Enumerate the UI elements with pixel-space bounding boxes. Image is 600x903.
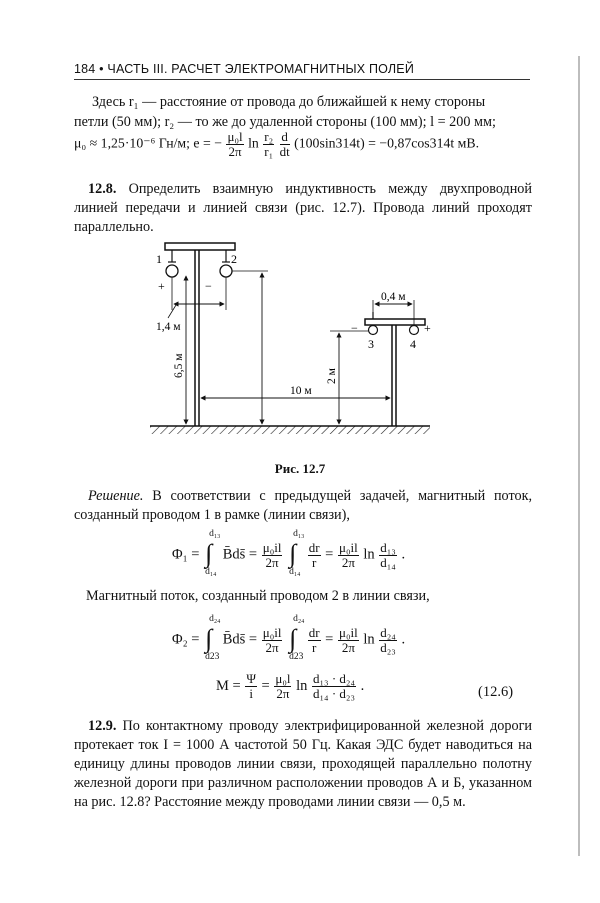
label-dist-14: 1,4 м <box>156 321 181 333</box>
running-title: ЧАСТЬ III. РАСЧЕТ ЭЛЕКТРОМАГНИТНЫХ ПОЛЕЙ <box>107 62 415 76</box>
phi1-frac4: $\frac{\text{d₁₃}}{\text{d₁₄}}$ <box>380 539 396 570</box>
phi1-frac1: $\frac{\text{μ₀il}}{2\pi}$ <box>262 539 282 570</box>
wire-3-circle <box>369 326 378 335</box>
solution-text-2: Магнитный поток, созданный проводом 2 в линии связи, <box>86 588 430 604</box>
left-crossarm <box>165 243 235 250</box>
m-end: . <box>360 677 365 694</box>
problem-12-9 <box>74 717 532 812</box>
label-minus-left: − <box>205 279 212 293</box>
label-wire-1: 1 <box>156 252 162 266</box>
label-wire-4: 4 <box>410 337 416 351</box>
problem-text: По контактному проводу электрифицированной железной дороги протекает ток I = 1000 А частотой 50 Гц. Какая ЭДС будет наводиться на единицу длины проводов линии связи, проходящей параллельно полотну железной дороги при различном расположении проводов А и Б, указанном на рис. 12.8? Расстояние между проводами линии связи — 0,5 м. <box>74 718 532 810</box>
m-frac3: $\frac{\text{d₁₃ · d₂₄}}{\text{d₁₄ · d₂₃}}$ <box>313 671 355 701</box>
figure-caption: Рис. 12.7 <box>274 461 326 476</box>
phi2-frac1: $\frac{\text{μ₀il}}{2\pi}$ <box>262 624 282 655</box>
phi1-integrand: B̄ds̄ = <box>222 546 258 563</box>
label-span-10: 10 м <box>290 385 312 397</box>
m-frac2: $\frac{\text{μ₀l}}{2\pi}$ <box>275 671 291 701</box>
integral-sign: d₁₃ ∫ d₁₄ <box>205 529 221 577</box>
m-lhs: M = <box>216 677 241 694</box>
phi2-frac3: $\frac{\text{μ₀il}}{2\pi}$ <box>338 624 358 655</box>
phi1-lhs: Φ₁ = <box>172 546 200 563</box>
integral-sign: d₂₄ ∫ d23 <box>205 614 221 662</box>
label-wire-2: 2 <box>231 252 237 266</box>
problem-text: Определить взаимную индуктивность между двухпроводной линией передачи и линией связи (рис. 12.7). Провода линий проходят параллельно. <box>74 181 532 235</box>
right-crossarm <box>365 319 425 325</box>
label-minus-right: − <box>351 321 358 335</box>
intro-line-1: Здесь r₁ — расстояние от провода до ближайшей к нему стороны <box>92 94 486 110</box>
m-eq: = <box>261 677 270 694</box>
eq-frac-r2r1: $\frac{\text{r₂}}{\text{r₁}}$ <box>264 129 274 159</box>
label-height-65: 6,5 м <box>173 353 185 378</box>
phi1-frac3: $\frac{\text{μ₀il}}{2\pi}$ <box>338 539 358 570</box>
eq-left: μ₀ ≈ 1,25·10⁻⁶ Гн/м; e = − <box>74 135 223 151</box>
solution-label: Решение. <box>88 488 144 504</box>
equation-number: (12.6) <box>478 684 514 700</box>
label-plus-right: + <box>424 321 431 335</box>
phi2-integrand: B̄ds̄ = <box>222 631 258 648</box>
phi1-end: . <box>401 546 406 563</box>
mutual-inductance-equation <box>216 672 364 701</box>
phi1-ln: ln <box>363 546 375 563</box>
m-ln: ln <box>296 677 308 694</box>
wire-4-circle <box>410 326 419 335</box>
phi1-frac2: $\frac{dr}{r}$ <box>308 539 320 570</box>
wire-2-circle <box>220 265 232 277</box>
page-number: 184 <box>74 62 96 76</box>
intro-line-2: петли (50 мм); r₂ — то же до удаленной стороны (100 мм); l = 200 мм; <box>74 114 496 130</box>
solution-paragraph <box>74 487 532 525</box>
phi2-eq: = <box>325 631 334 648</box>
problem-number: 12.8. <box>88 181 117 197</box>
phi2-end: . <box>401 631 406 648</box>
eq-right: (100sin314t) = −0,87cos314t мВ. <box>294 135 480 151</box>
label-wire-3: 3 <box>368 337 374 351</box>
m-frac1: $\frac{\Psi}{i}$ <box>246 671 256 701</box>
label-span-04: 0,4 м <box>381 291 406 303</box>
label-plus-left: + <box>158 279 165 293</box>
phi2-lhs: Φ₂ = <box>172 631 200 648</box>
phi1-eq: = <box>325 546 334 563</box>
solution-text: В соответствии с предыдущей задачей, магнитный поток, созданный проводом 1 в рамке (линии связи), <box>74 488 533 523</box>
eq-frac-mu0l: $\frac{\text{μ₀l}}{2\pi}$ <box>227 129 243 159</box>
ground-hatch <box>150 426 430 434</box>
wire-1-circle <box>166 265 178 277</box>
header-bullet: • <box>99 62 104 76</box>
phi2-ln: ln <box>363 631 375 648</box>
phi1-equation <box>172 529 406 577</box>
eq-ln: ln <box>248 135 259 151</box>
label-height-2: 2 м <box>326 368 338 384</box>
eq-frac-ddt: $\frac{d}{dt}$ <box>279 129 290 159</box>
problem-number: 12.9. <box>88 718 117 734</box>
integral-sign-2: d₂₄ ∫ d23 <box>289 614 305 662</box>
integral-sign-2: d₁₃ ∫ d₁₄ <box>289 529 305 577</box>
phi2-frac2: $\frac{dr}{r}$ <box>308 624 320 655</box>
phi2-equation <box>172 614 406 662</box>
phi2-frac4: $\frac{\text{d₂₄}}{\text{d₂₃}}$ <box>380 624 396 655</box>
